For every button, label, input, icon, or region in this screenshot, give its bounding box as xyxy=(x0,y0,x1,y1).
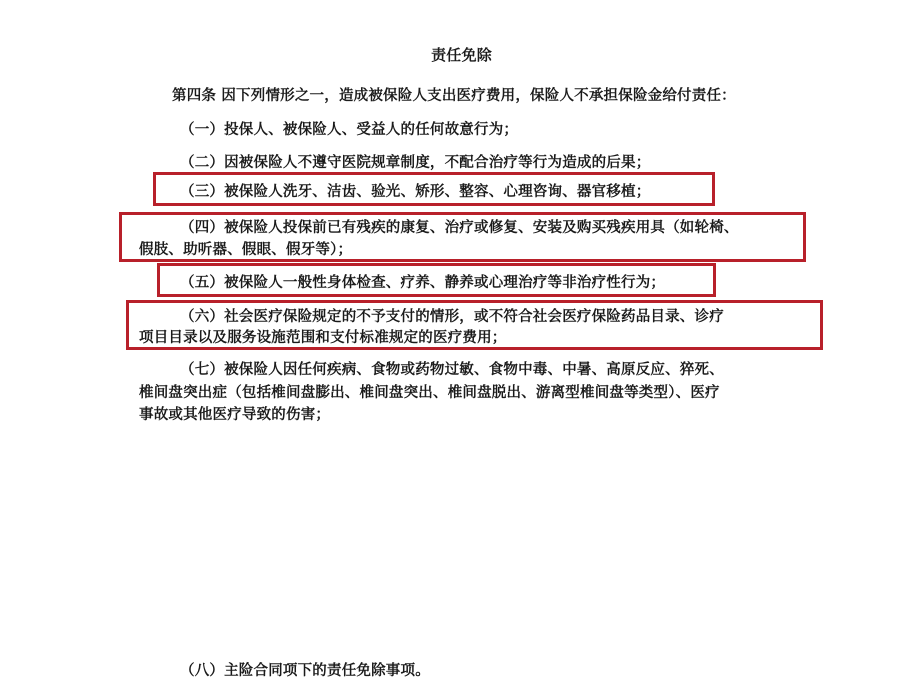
clause-8: （八）主险合同项下的责任免除事项。 xyxy=(180,662,430,679)
clause-1: （一）投保人、被保险人、受益人的任何故意行为； xyxy=(180,121,519,138)
document-title: 责任免除 xyxy=(431,46,492,64)
clause-5: （五）被保险人一般性身体检查、疗养、静养或心理治疗等非治疗性行为； xyxy=(180,274,666,291)
clause-6-line-1: （六）社会医疗保险规定的不予支付的情形，或不符合社会医疗保险药品目录、诊疗 xyxy=(180,308,724,325)
clause-2: （二）因被保险人不遵守医院规章制度，不配合治疗等行为造成的后果； xyxy=(180,154,651,171)
clause-7-line-2: 椎间盘突出症（包括椎间盘膨出、椎间盘突出、椎间盘脱出、游离型椎间盘等类型）、医疗 xyxy=(139,384,720,401)
clause-7-line-3: 事故或其他医疗导致的伤害； xyxy=(139,406,331,423)
clause-6-line-2: 项目目录以及服务设施范围和支付标准规定的医疗费用； xyxy=(139,329,507,346)
clause-7-line-1: （七）被保险人因任何疾病、食物或药物过敏、食物中毒、中暑、高原反应、猝死、 xyxy=(180,361,724,378)
article-heading: 第四条 因下列情形之一，造成被保险人支出医疗费用，保险人不承担保险金给付责任： xyxy=(172,87,736,104)
clause-4-line-1: （四）被保险人投保前已有残疾的康复、治疗或修复、安装及购买残疾用具（如轮椅、 xyxy=(180,219,739,236)
clause-3: （三）被保险人洗牙、洁齿、验光、矫形、整容、心理咨询、器官移植； xyxy=(180,183,651,200)
clause-4-line-2: 假肢、助听器、假眼、假牙等）； xyxy=(139,241,353,258)
